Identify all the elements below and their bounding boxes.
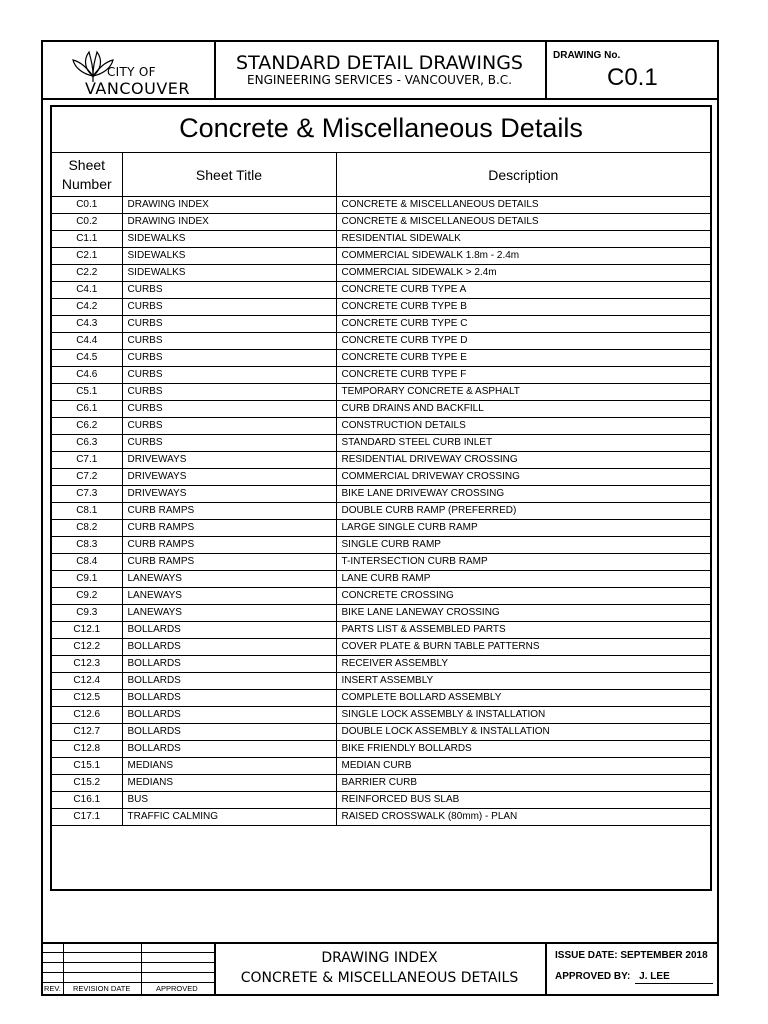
description-cell: CURB DRAINS AND BACKFILL bbox=[336, 401, 710, 418]
table-row bbox=[52, 350, 710, 367]
description-cell: CONCRETE CROSSING bbox=[336, 588, 710, 605]
description-cell: RESIDENTIAL SIDEWALK bbox=[336, 231, 710, 248]
description-cell: CONCRETE CURB TYPE C bbox=[336, 316, 710, 333]
table-row bbox=[52, 265, 710, 282]
sheet-number-cell: C8.3 bbox=[52, 537, 122, 554]
approved-by-value: J. LEE bbox=[639, 971, 670, 982]
sheet-title-cell: BOLLARDS bbox=[122, 656, 336, 673]
table-row bbox=[52, 248, 710, 265]
table-row bbox=[52, 197, 710, 214]
header-bottom-rule bbox=[43, 98, 717, 100]
table-row bbox=[52, 792, 710, 809]
description-cell: COVER PLATE & BURN TABLE PATTERNS bbox=[336, 639, 710, 656]
sheet-number-cell: C15.1 bbox=[52, 758, 122, 775]
sheet-title-cell: BOLLARDS bbox=[122, 622, 336, 639]
sheet-number-cell: C12.6 bbox=[52, 707, 122, 724]
table-row bbox=[52, 401, 710, 418]
revision-row-line bbox=[43, 952, 214, 953]
sheet-title-cell: LANEWAYS bbox=[122, 605, 336, 622]
description-cell: REINFORCED BUS SLAB bbox=[336, 792, 710, 809]
sheet-title-cell: CURBS bbox=[122, 350, 336, 367]
description-cell: TEMPORARY CONCRETE & ASPHALT bbox=[336, 384, 710, 401]
sheet-title-cell: CURBS bbox=[122, 316, 336, 333]
table-row bbox=[52, 503, 710, 520]
table-row bbox=[52, 741, 710, 758]
description-cell: CONCRETE CURB TYPE F bbox=[336, 367, 710, 384]
description-cell: INSERT ASSEMBLY bbox=[336, 673, 710, 690]
sheet-number-cell: C0.2 bbox=[52, 214, 122, 231]
approved-by-underline bbox=[635, 983, 713, 984]
revision-block bbox=[43, 942, 214, 994]
sheet-number-cell: C4.4 bbox=[52, 333, 122, 350]
issue-date-field bbox=[555, 950, 708, 961]
approved-by-field bbox=[555, 971, 670, 982]
description-cell: COMMERCIAL DRIVEWAY CROSSING bbox=[336, 469, 710, 486]
description-cell: COMPLETE BOLLARD ASSEMBLY bbox=[336, 690, 710, 707]
table-row bbox=[52, 605, 710, 622]
sheet-number-cell: C8.4 bbox=[52, 554, 122, 571]
sheet-title-cell: CURB RAMPS bbox=[122, 520, 336, 537]
description-cell: COMMERCIAL SIDEWALK 1.8m - 2.4m bbox=[336, 248, 710, 265]
sheet-title-cell: LANEWAYS bbox=[122, 588, 336, 605]
sheet-number-cell: C8.2 bbox=[52, 520, 122, 537]
sheet-title-cell: SIDEWALKS bbox=[122, 265, 336, 282]
footer-divider bbox=[545, 942, 547, 994]
sheet-number-cell: C2.2 bbox=[52, 265, 122, 282]
index-frame bbox=[50, 105, 712, 891]
description-cell: CONCRETE & MISCELLANEOUS DETAILS bbox=[336, 197, 710, 214]
sheet-title-cell: CURBS bbox=[122, 384, 336, 401]
sheet-number-cell: C4.3 bbox=[52, 316, 122, 333]
table-row bbox=[52, 554, 710, 571]
sheet-title-cell: MEDIANS bbox=[122, 775, 336, 792]
table-row bbox=[52, 809, 710, 826]
sheet-number-cell: C2.1 bbox=[52, 248, 122, 265]
column-header-sheet-title: Sheet Title bbox=[122, 153, 336, 197]
sheet-title-cell: BOLLARDS bbox=[122, 639, 336, 656]
table-row bbox=[52, 673, 710, 690]
table-row bbox=[52, 520, 710, 537]
table-row bbox=[52, 707, 710, 724]
sheet-title-cell: DRIVEWAYS bbox=[122, 452, 336, 469]
sheet-number-cell: C16.1 bbox=[52, 792, 122, 809]
sheet-number-cell: C4.6 bbox=[52, 367, 122, 384]
description-cell: CONCRETE CURB TYPE D bbox=[336, 333, 710, 350]
sheet-number-cell: C12.1 bbox=[52, 622, 122, 639]
sheet-number-cell: C4.1 bbox=[52, 282, 122, 299]
sheet-number-cell: C12.7 bbox=[52, 724, 122, 741]
header-subtitle: ENGINEERING SERVICES - VANCOUVER, B.C. bbox=[247, 73, 512, 87]
sheet-title-cell: CURBS bbox=[122, 299, 336, 316]
sheet-number-cell: C7.1 bbox=[52, 452, 122, 469]
sheet-title-cell: CURBS bbox=[122, 418, 336, 435]
sheet-number-cell: C0.1 bbox=[52, 197, 122, 214]
table-row bbox=[52, 537, 710, 554]
sheet-number-cell: C9.2 bbox=[52, 588, 122, 605]
sheet-number-cell: C9.3 bbox=[52, 605, 122, 622]
table-row bbox=[52, 299, 710, 316]
footer-title-line2: CONCRETE & MISCELLANEOUS DETAILS bbox=[240, 970, 519, 986]
description-cell: LANE CURB RAMP bbox=[336, 571, 710, 588]
description-cell: LARGE SINGLE CURB RAMP bbox=[336, 520, 710, 537]
sheet-title-cell: BOLLARDS bbox=[122, 741, 336, 758]
sheet-title-cell: CURBS bbox=[122, 333, 336, 350]
table-row bbox=[52, 333, 710, 350]
sheet-title-cell: TRAFFIC CALMING bbox=[122, 809, 336, 826]
issue-date-value: SEPTEMBER 2018 bbox=[620, 950, 708, 961]
sheet-title-cell: DRAWING INDEX bbox=[122, 214, 336, 231]
sheet-title-cell: CURBS bbox=[122, 282, 336, 299]
table-row bbox=[52, 214, 710, 231]
table-row bbox=[52, 571, 710, 588]
table-row bbox=[52, 656, 710, 673]
description-cell: CONCRETE CURB TYPE B bbox=[336, 299, 710, 316]
sheet-title-cell: BOLLARDS bbox=[122, 690, 336, 707]
footer-title-line1: DRAWING INDEX bbox=[321, 950, 438, 966]
sheet-title-cell: BOLLARDS bbox=[122, 724, 336, 741]
sheet-title-cell: BOLLARDS bbox=[122, 707, 336, 724]
description-cell: CONCRETE & MISCELLANEOUS DETAILS bbox=[336, 214, 710, 231]
sheet-title-cell: CURB RAMPS bbox=[122, 554, 336, 571]
sheet-title-cell: CURBS bbox=[122, 435, 336, 452]
revision-date-label: REVISION DATE bbox=[73, 984, 131, 993]
table-row bbox=[52, 486, 710, 503]
approved-by-label: APPROVED BY: bbox=[555, 971, 631, 982]
sheet-title-cell: BUS bbox=[122, 792, 336, 809]
revision-col-line bbox=[141, 942, 142, 994]
sheet-title-cell: MEDIANS bbox=[122, 758, 336, 775]
description-cell: SINGLE CURB RAMP bbox=[336, 537, 710, 554]
sheet-number-cell: C6.3 bbox=[52, 435, 122, 452]
table-row bbox=[52, 316, 710, 333]
sheet-number-cell: C12.2 bbox=[52, 639, 122, 656]
index-title: Concrete & Miscellaneous Details bbox=[179, 113, 583, 143]
table-row bbox=[52, 418, 710, 435]
logo-vancouver: VANCOUVER bbox=[85, 79, 190, 98]
header-title: STANDARD DETAIL DRAWINGS bbox=[236, 52, 523, 74]
sheet-number-cell: C4.5 bbox=[52, 350, 122, 367]
description-cell: RAISED CROSSWALK (80mm) - PLAN bbox=[336, 809, 710, 826]
logo-city-of: CITY OF bbox=[107, 65, 156, 79]
sheet-title-cell: CURBS bbox=[122, 367, 336, 384]
table-header-row bbox=[52, 153, 710, 197]
table-row bbox=[52, 639, 710, 656]
sheet-title-cell: SIDEWALKS bbox=[122, 231, 336, 248]
description-cell: BARRIER CURB bbox=[336, 775, 710, 792]
table-row bbox=[52, 367, 710, 384]
description-cell: DOUBLE CURB RAMP (PREFERRED) bbox=[336, 503, 710, 520]
sheet-title-cell: DRIVEWAYS bbox=[122, 486, 336, 503]
column-header-description: Description bbox=[336, 153, 710, 197]
table-row bbox=[52, 775, 710, 792]
sheet-title-cell: LANEWAYS bbox=[122, 571, 336, 588]
sheet-title-cell: SIDEWALKS bbox=[122, 248, 336, 265]
sheet-number-cell: C7.2 bbox=[52, 469, 122, 486]
description-cell: CONCRETE CURB TYPE E bbox=[336, 350, 710, 367]
sheet-number-cell: C1.1 bbox=[52, 231, 122, 248]
sheet-number-cell: C9.1 bbox=[52, 571, 122, 588]
sheet-number-cell: C4.2 bbox=[52, 299, 122, 316]
description-cell: DOUBLE LOCK ASSEMBLY & INSTALLATION bbox=[336, 724, 710, 741]
drawing-number: C0.1 bbox=[607, 64, 658, 91]
table-row bbox=[52, 282, 710, 299]
header-divider bbox=[545, 42, 547, 98]
sheet-number-cell: C6.1 bbox=[52, 401, 122, 418]
table-row bbox=[52, 724, 710, 741]
approved-label: APPROVED bbox=[156, 984, 198, 993]
description-cell: BIKE FRIENDLY BOLLARDS bbox=[336, 741, 710, 758]
sheet-number-cell: C12.3 bbox=[52, 656, 122, 673]
sheet-number-cell: C6.2 bbox=[52, 418, 122, 435]
sheet-title-cell: CURB RAMPS bbox=[122, 537, 336, 554]
description-cell: T-INTERSECTION CURB RAMP bbox=[336, 554, 710, 571]
table-row bbox=[52, 690, 710, 707]
description-cell: RESIDENTIAL DRIVEWAY CROSSING bbox=[336, 452, 710, 469]
sheet-number-cell: C15.2 bbox=[52, 775, 122, 792]
description-cell: COMMERCIAL SIDEWALK > 2.4m bbox=[336, 265, 710, 282]
drawing-number-label: DRAWING No. bbox=[553, 50, 621, 61]
sheet-title-cell: DRAWING INDEX bbox=[122, 197, 336, 214]
description-cell: BIKE LANE DRIVEWAY CROSSING bbox=[336, 486, 710, 503]
table-row bbox=[52, 622, 710, 639]
column-header-sheet-number: Sheet Number bbox=[52, 153, 122, 197]
sheet-number-cell: C12.4 bbox=[52, 673, 122, 690]
sheet-number-cell: C17.1 bbox=[52, 809, 122, 826]
city-of-vancouver-logo bbox=[71, 46, 201, 96]
description-cell: CONCRETE CURB TYPE A bbox=[336, 282, 710, 299]
drawing-sheet bbox=[41, 40, 719, 996]
drawing-index-table bbox=[52, 152, 710, 826]
revision-row-line bbox=[43, 972, 214, 973]
rev-label: REV. bbox=[44, 984, 61, 993]
table-row bbox=[52, 469, 710, 486]
description-cell: SINGLE LOCK ASSEMBLY & INSTALLATION bbox=[336, 707, 710, 724]
description-cell: BIKE LANE LANEWAY CROSSING bbox=[336, 605, 710, 622]
revision-col-line bbox=[63, 942, 64, 994]
description-cell: CONSTRUCTION DETAILS bbox=[336, 418, 710, 435]
description-cell: RECEIVER ASSEMBLY bbox=[336, 656, 710, 673]
table-row bbox=[52, 231, 710, 248]
revision-row-line bbox=[43, 962, 214, 963]
issue-date-label: ISSUE DATE: bbox=[555, 950, 618, 961]
sheet-number-cell: C12.5 bbox=[52, 690, 122, 707]
table-row bbox=[52, 435, 710, 452]
sheet-title-cell: DRIVEWAYS bbox=[122, 469, 336, 486]
description-cell: PARTS LIST & ASSEMBLED PARTS bbox=[336, 622, 710, 639]
sheet-title-cell: CURB RAMPS bbox=[122, 503, 336, 520]
table-row bbox=[52, 588, 710, 605]
revision-row-line bbox=[43, 982, 214, 983]
table-row bbox=[52, 384, 710, 401]
description-cell: STANDARD STEEL CURB INLET bbox=[336, 435, 710, 452]
sheet-number-cell: C12.8 bbox=[52, 741, 122, 758]
sheet-number-cell: C8.1 bbox=[52, 503, 122, 520]
sheet-number-cell: C7.3 bbox=[52, 486, 122, 503]
sheet-title-cell: CURBS bbox=[122, 401, 336, 418]
sheet-number-cell: C5.1 bbox=[52, 384, 122, 401]
table-row bbox=[52, 452, 710, 469]
table-row bbox=[52, 758, 710, 775]
description-cell: MEDIAN CURB bbox=[336, 758, 710, 775]
sheet-title-cell: BOLLARDS bbox=[122, 673, 336, 690]
